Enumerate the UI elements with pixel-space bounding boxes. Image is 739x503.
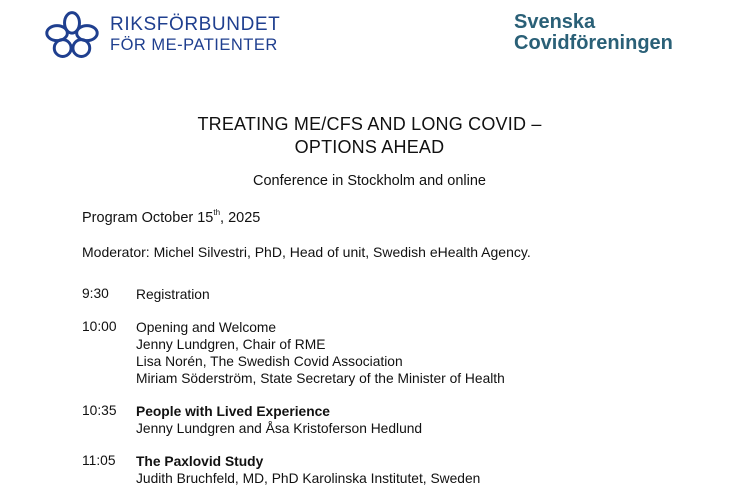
title-line1: TREATING ME/CFS AND LONG COVID –: [197, 114, 542, 134]
agenda-detail: Lisa Norén, The Swedish Covid Association: [136, 354, 403, 369]
agenda-title: Registration: [136, 287, 210, 302]
document-title: [0, 113, 739, 159]
agenda-detail: Jenny Lundgren, Chair of RME: [136, 337, 326, 352]
program-suffix: , 2025: [220, 210, 261, 226]
agenda: [82, 286, 505, 503]
covid-logo-line2: Covidföreningen: [514, 32, 673, 54]
agenda-time: 9:30: [82, 286, 109, 301]
agenda-time: 11:05: [82, 453, 116, 468]
moderator: Moderator: Michel Silvestri, PhD, Head of unit, Swedish eHealth Agency.: [82, 244, 531, 260]
agenda-item: [82, 286, 505, 303]
covid-association-logo: [514, 12, 673, 54]
rme-logo-line1: RIKSFÖRBUNDET: [110, 14, 281, 35]
program-date: [82, 208, 260, 226]
agenda-item: [82, 319, 505, 387]
program-prefix: Program October 15: [82, 210, 214, 226]
agenda-title: People with Lived Experience: [136, 404, 330, 419]
title-line2: OPTIONS AHEAD: [294, 137, 445, 157]
agenda-time: 10:35: [82, 403, 117, 418]
agenda-detail: Miriam Söderström, State Secretary of the Minister of Health: [136, 371, 505, 386]
program-sup: th: [213, 208, 221, 217]
rme-logo-line2: FÖR ME-PATIENTER: [110, 36, 278, 54]
agenda-detail: Jenny Lundgren and Åsa Kristoferson Hedlund: [136, 421, 423, 436]
agenda-detail: Judith Bruchfeld, MD, PhD Karolinska Institutet, Sweden: [136, 471, 481, 486]
flower-icon: [44, 10, 100, 60]
rme-logo: [44, 10, 280, 60]
agenda-title: Opening and Welcome: [136, 320, 277, 335]
agenda-item: [82, 453, 505, 487]
agenda-item: [82, 403, 505, 437]
covid-logo-line1: Svenska: [514, 11, 596, 33]
subtitle: Conference in Stockholm and online: [253, 173, 486, 189]
agenda-time: 10:00: [82, 319, 117, 334]
agenda-title: The Paxlovid Study: [136, 454, 264, 469]
